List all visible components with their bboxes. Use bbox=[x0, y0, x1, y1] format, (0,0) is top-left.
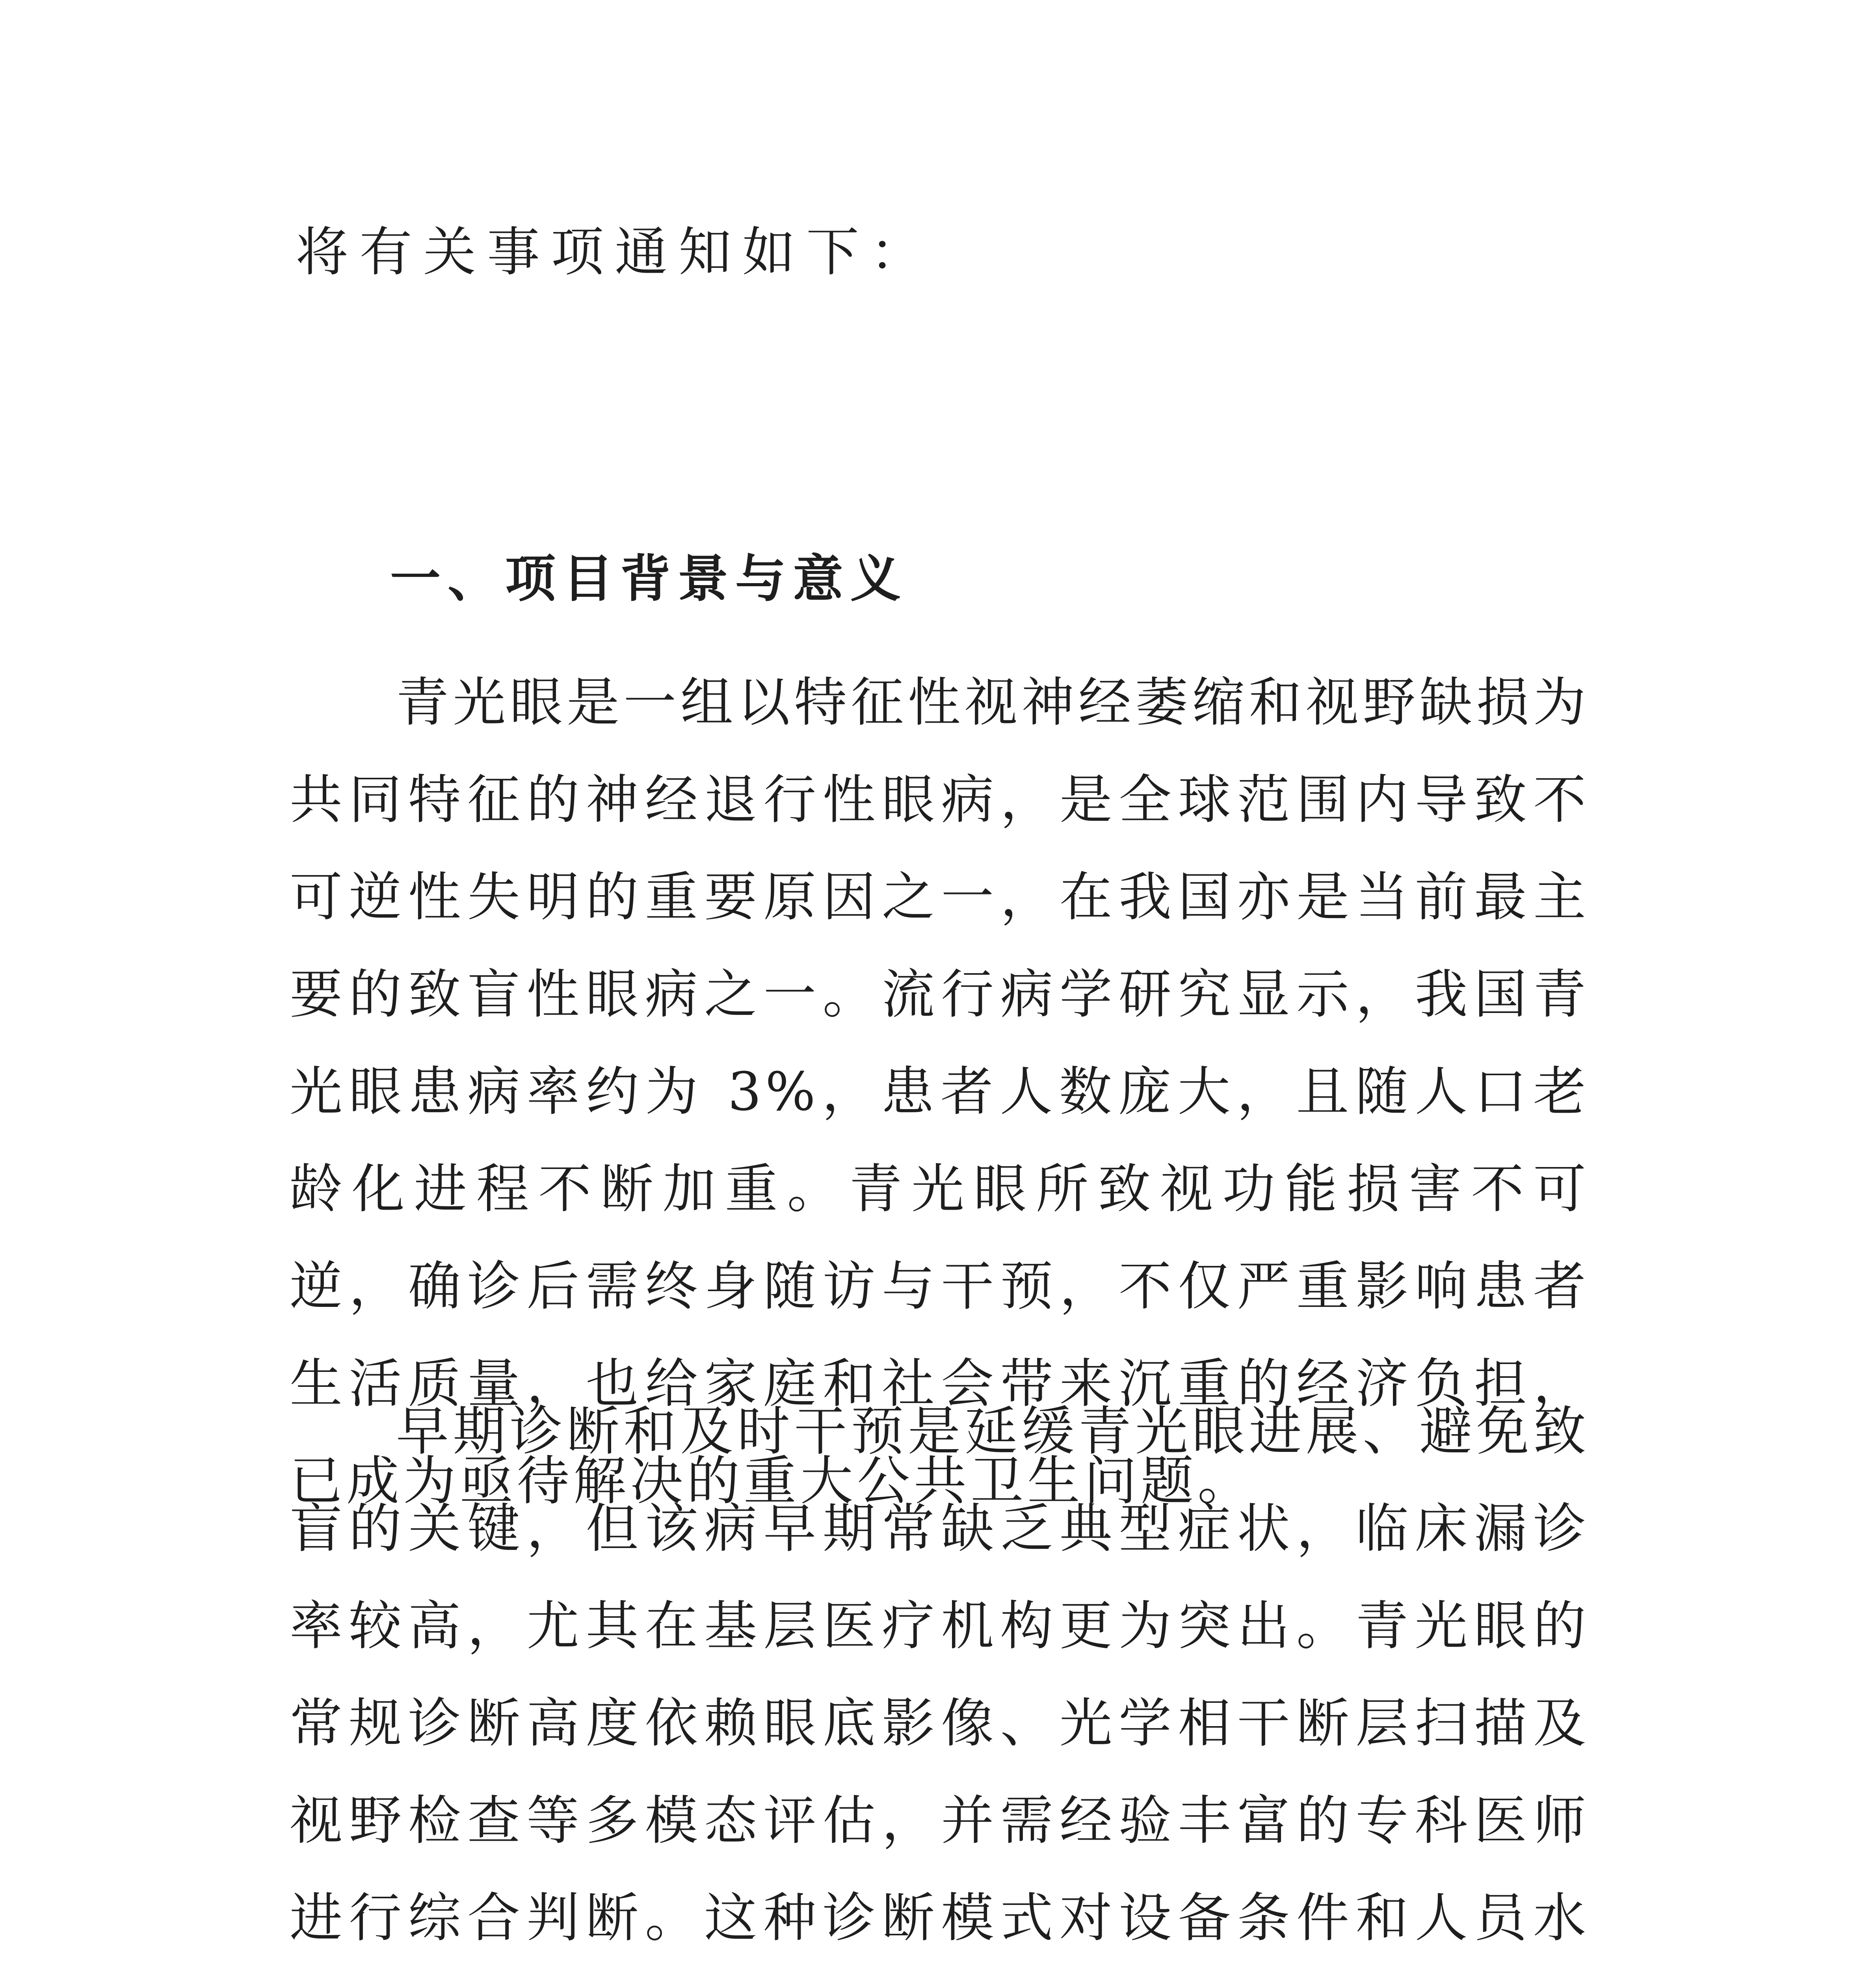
body-paragraph: 早期诊断和及时干预是延缓青光眼进展、避免致盲的关键，但该病早期常缺乏典型症状，临床漏诊率较高，尤其在基层医疗机构更为突出。青光眼的常规诊断高度依赖眼底影像、光学相干断层扫描及视野检查等多模态评估，并需经验丰富的专科医师进行综合判断。这种诊断模式对设备条件和人员水 bbox=[290, 1401, 1590, 1949]
section-heading: 一、项目背景与意义 bbox=[390, 550, 908, 608]
body-paragraph: 青光眼是一组以特征性视神经萎缩和视野缺损为共同特征的神经退行性眼病，是全球范围内导致不可逆性失明的重要原因之一，在我国亦是当前最主要的致盲性眼病之一。流行病学研究显示，我国青光眼患病率约为 3%，患者人数庞大，且随人口老龄化进程不断加重。青光眼所致视功能损害不可逆，确诊后需终身随访与干预，不仅严重影响患者生活质量，也给家庭和社会带来沉重的经济负担，已成为亟待解决的重大公共卫生问题。 bbox=[290, 672, 1590, 1512]
intro-line: 将有关事项通知如下： bbox=[296, 221, 934, 283]
